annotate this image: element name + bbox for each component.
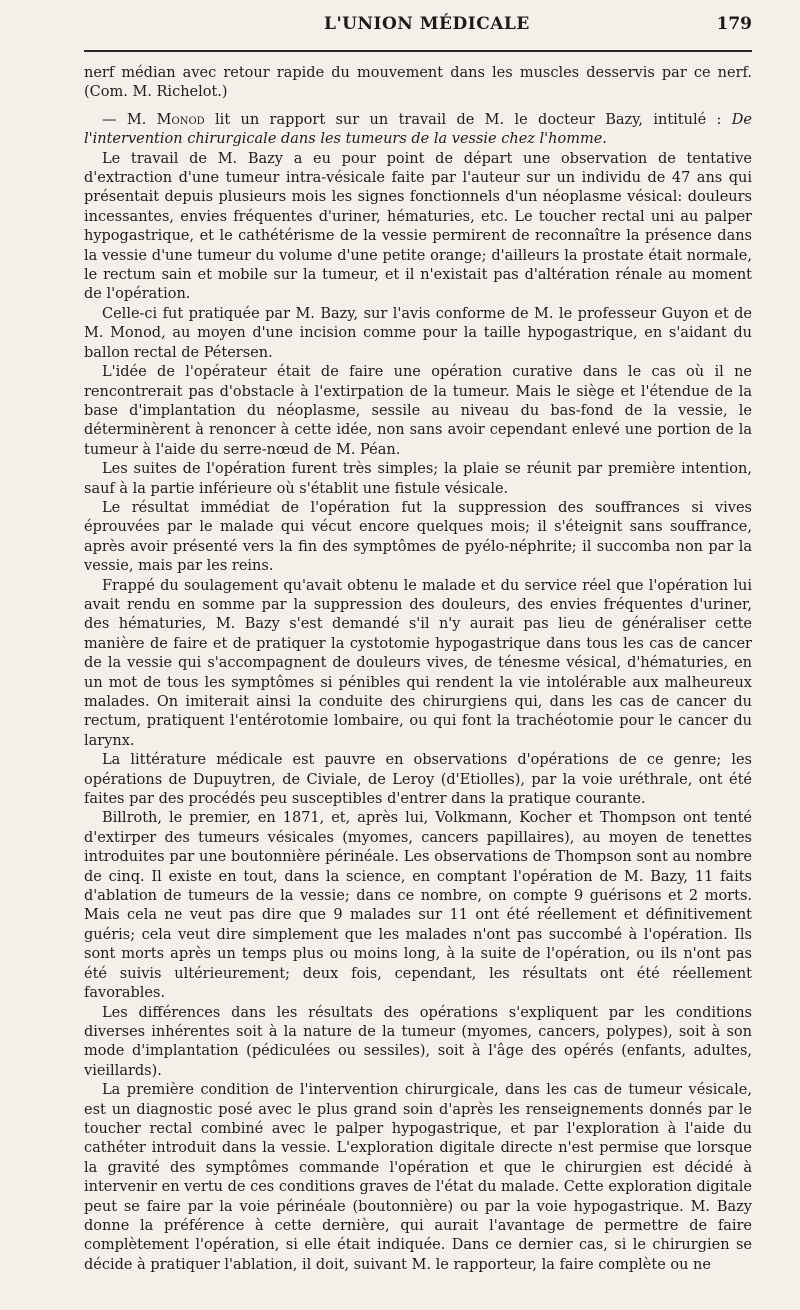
paragraph-report-intro bbox=[84, 111, 752, 150]
report-dash: — M. bbox=[102, 111, 147, 128]
report-text: lit un rapport sur un travail de M. le docteur Bazy, intitulé : bbox=[204, 111, 732, 128]
paragraph-0: nerf médian avec retour rapide du mouvement dans les muscles desservis par ce nerf. (Com. M. Richelot.) bbox=[84, 65, 752, 101]
article-body bbox=[84, 64, 752, 1275]
report-work-title: De l'intervention chirurgicale dans les tumeurs de la vessie chez l'homme. bbox=[84, 111, 752, 148]
reporter-name: Monod bbox=[156, 111, 205, 128]
paragraph-2: Le travail de M. Bazy a eu pour point de départ une observation de tentative d'extraction d'une tumeur intra-vésicale faite par l'auteur sur un individu de 47 ans qui présentait depuis plusieurs mois les signes fonctionnels d'un néoplasme vésical: douleurs incessantes, envies fréquentes d'uriner, hématuries, etc. Le toucher rectal uni au palper hypogastrique, et le cathétérisme de la vessie permirent de reconnaître la présence dans la vessie d'une tumeur du volume d'une petite orange; d'ailleurs la prostate était normale, le rectum sain et mobile sur la tumeur, et il n'existait pas d'altération rénale au moment de l'opération. bbox=[84, 150, 752, 303]
paragraph-6: Le résultat immédiat de l'opération fut la suppression des souffrances si vives éprouvées par le malade qui vécut encore quelques mois; il s'éteignit sans souffrance, après avoir présenté vers la fin des symptômes de pyélo-néphrite; il succomba non par la vessie, mais par les reins. bbox=[84, 499, 752, 575]
paragraph-3: Celle-ci fut pratiquée par M. Bazy, sur l'avis conforme de M. le professeur Guyon et de M. Monod, au moyen d'une incision comme pour la taille hypogastrique, en s'aidant du ballon rectal de Pétersen. bbox=[84, 305, 752, 361]
paragraph-7: Frappé du soulagement qu'avait obtenu le malade et du service réel que l'opération lui avait rendu en somme par la suppression des douleurs, des envies fréquentes d'uriner, des hématuries, M. Bazy s'est demandé s'il n'y aurait pas lieu de généraliser cette manière de faire et de pratiquer la cystotomie hypogastrique dans tous les cas de cancer de la vessie qui s'accompagnent de douleurs vives, de ténesme vésical, d'hématuries, en un mot de tous les symptômes si pénibles qui rendent la vie intolérable aux malheureux malades. On imiterait ainsi la conduite des chirurgiens qui, dans les cas de cancer du rectum, pratiquent l'entérotomie lombaire, ou qui font la trachéotomie pour le cancer du larynx. bbox=[84, 577, 752, 749]
paragraph-11: La première condition de l'intervention chirurgicale, dans les cas de tumeur vésicale, est un diagnostic posé avec le plus grand soin d'après les renseignements donnés par le toucher rectal combiné avec le palper hypogastrique, et par l'exploration à l'aide du cathéter introduit dans la vessie. L'exploration digitale directe n'est permise que lorsque la gravité des symptômes commande l'opération et que le chirurgien est décidé à intervenir en vertu de ces conditions graves de l'état du malade. Cette exploration digitale peut se faire par la voie périnéale (boutonnière) ou par la voie hypogastrique. M. Bazy donne la préférence à cette dernière, qui aurait l'avantage de permettre de faire complètement l'opération, si elle était indiquée. Dans ce dernier cas, si le chirurgien se décide à pratiquer l'ablation, il doit, suivant M. le rapporteur, la faire complète ou ne bbox=[84, 1082, 752, 1273]
paragraph-8: La littérature médicale est pauvre en observations d'opérations de ce genre; les opérations de Dupuytren, de Civiale, de Leroy (d'Etiolles), par la voie uréthrale, ont été faites par des procédés peu susceptibles d'entrer dans la pratique courante. bbox=[84, 752, 752, 808]
paragraph-10: Les différences dans les résultats des opérations s'expliquent par les conditions diverses inhérentes soit à la nature de la tumeur (myomes, cancers, polypes), soit à son mode d'implantation (pédiculées ou sessiles), soit à l'âge des opérés (enfants, adultes, vieillards). bbox=[84, 1004, 752, 1079]
page-header bbox=[84, 14, 752, 52]
journal-title: L'UNION MÉDICALE bbox=[324, 14, 530, 34]
page-number: 179 bbox=[716, 14, 752, 34]
paragraph-5: Les suites de l'opération furent très simples; la plaie se réunit par première intention, sauf à la partie inférieure où s'établit une fistule vésicale. bbox=[84, 461, 752, 497]
paragraph-4: L'idée de l'opérateur était de faire une opération curative dans le cas où il ne rencontrerait pas d'obstacle à l'extirpation de la tumeur. Mais le siège et l'étendue de la base d'implantation du néoplasme, sessile au niveau du bas-fond de la vessie, le déterminèrent à renoncer à cette idée, non sans avoir cependant enlevé une portion de la tumeur à l'aide du serre-nœud de M. Péan. bbox=[84, 364, 752, 458]
paragraph-9: Billroth, le premier, en 1871, et, après lui, Volkmann, Kocher et Thompson ont tenté d'extirper des tumeurs vésicales (myomes, cancers papillaires), au moyen de tenettes introduites par une boutonnière périnéale. Les observations de Thompson sont au nombre de cinq. Il existe en tout, dans la science, en comptant l'opération de M. Bazy, 11 faits d'ablation de tumeurs de la vessie; dans ce nombre, on compte 9 guérisons et 2 morts. Mais cela ne veut pas dire que 9 malades sur 11 ont été réellement et définitivement guéris; cela veut dire simplement que les malades n'ont pas succombé à l'opération. Ils sont morts après un temps plus ou moins long, à la suite de l'opération, ou ils n'ont pas été suivis ultérieurement; deux fois, cependant, les résultats ont été réellement favorables. bbox=[84, 810, 752, 1002]
